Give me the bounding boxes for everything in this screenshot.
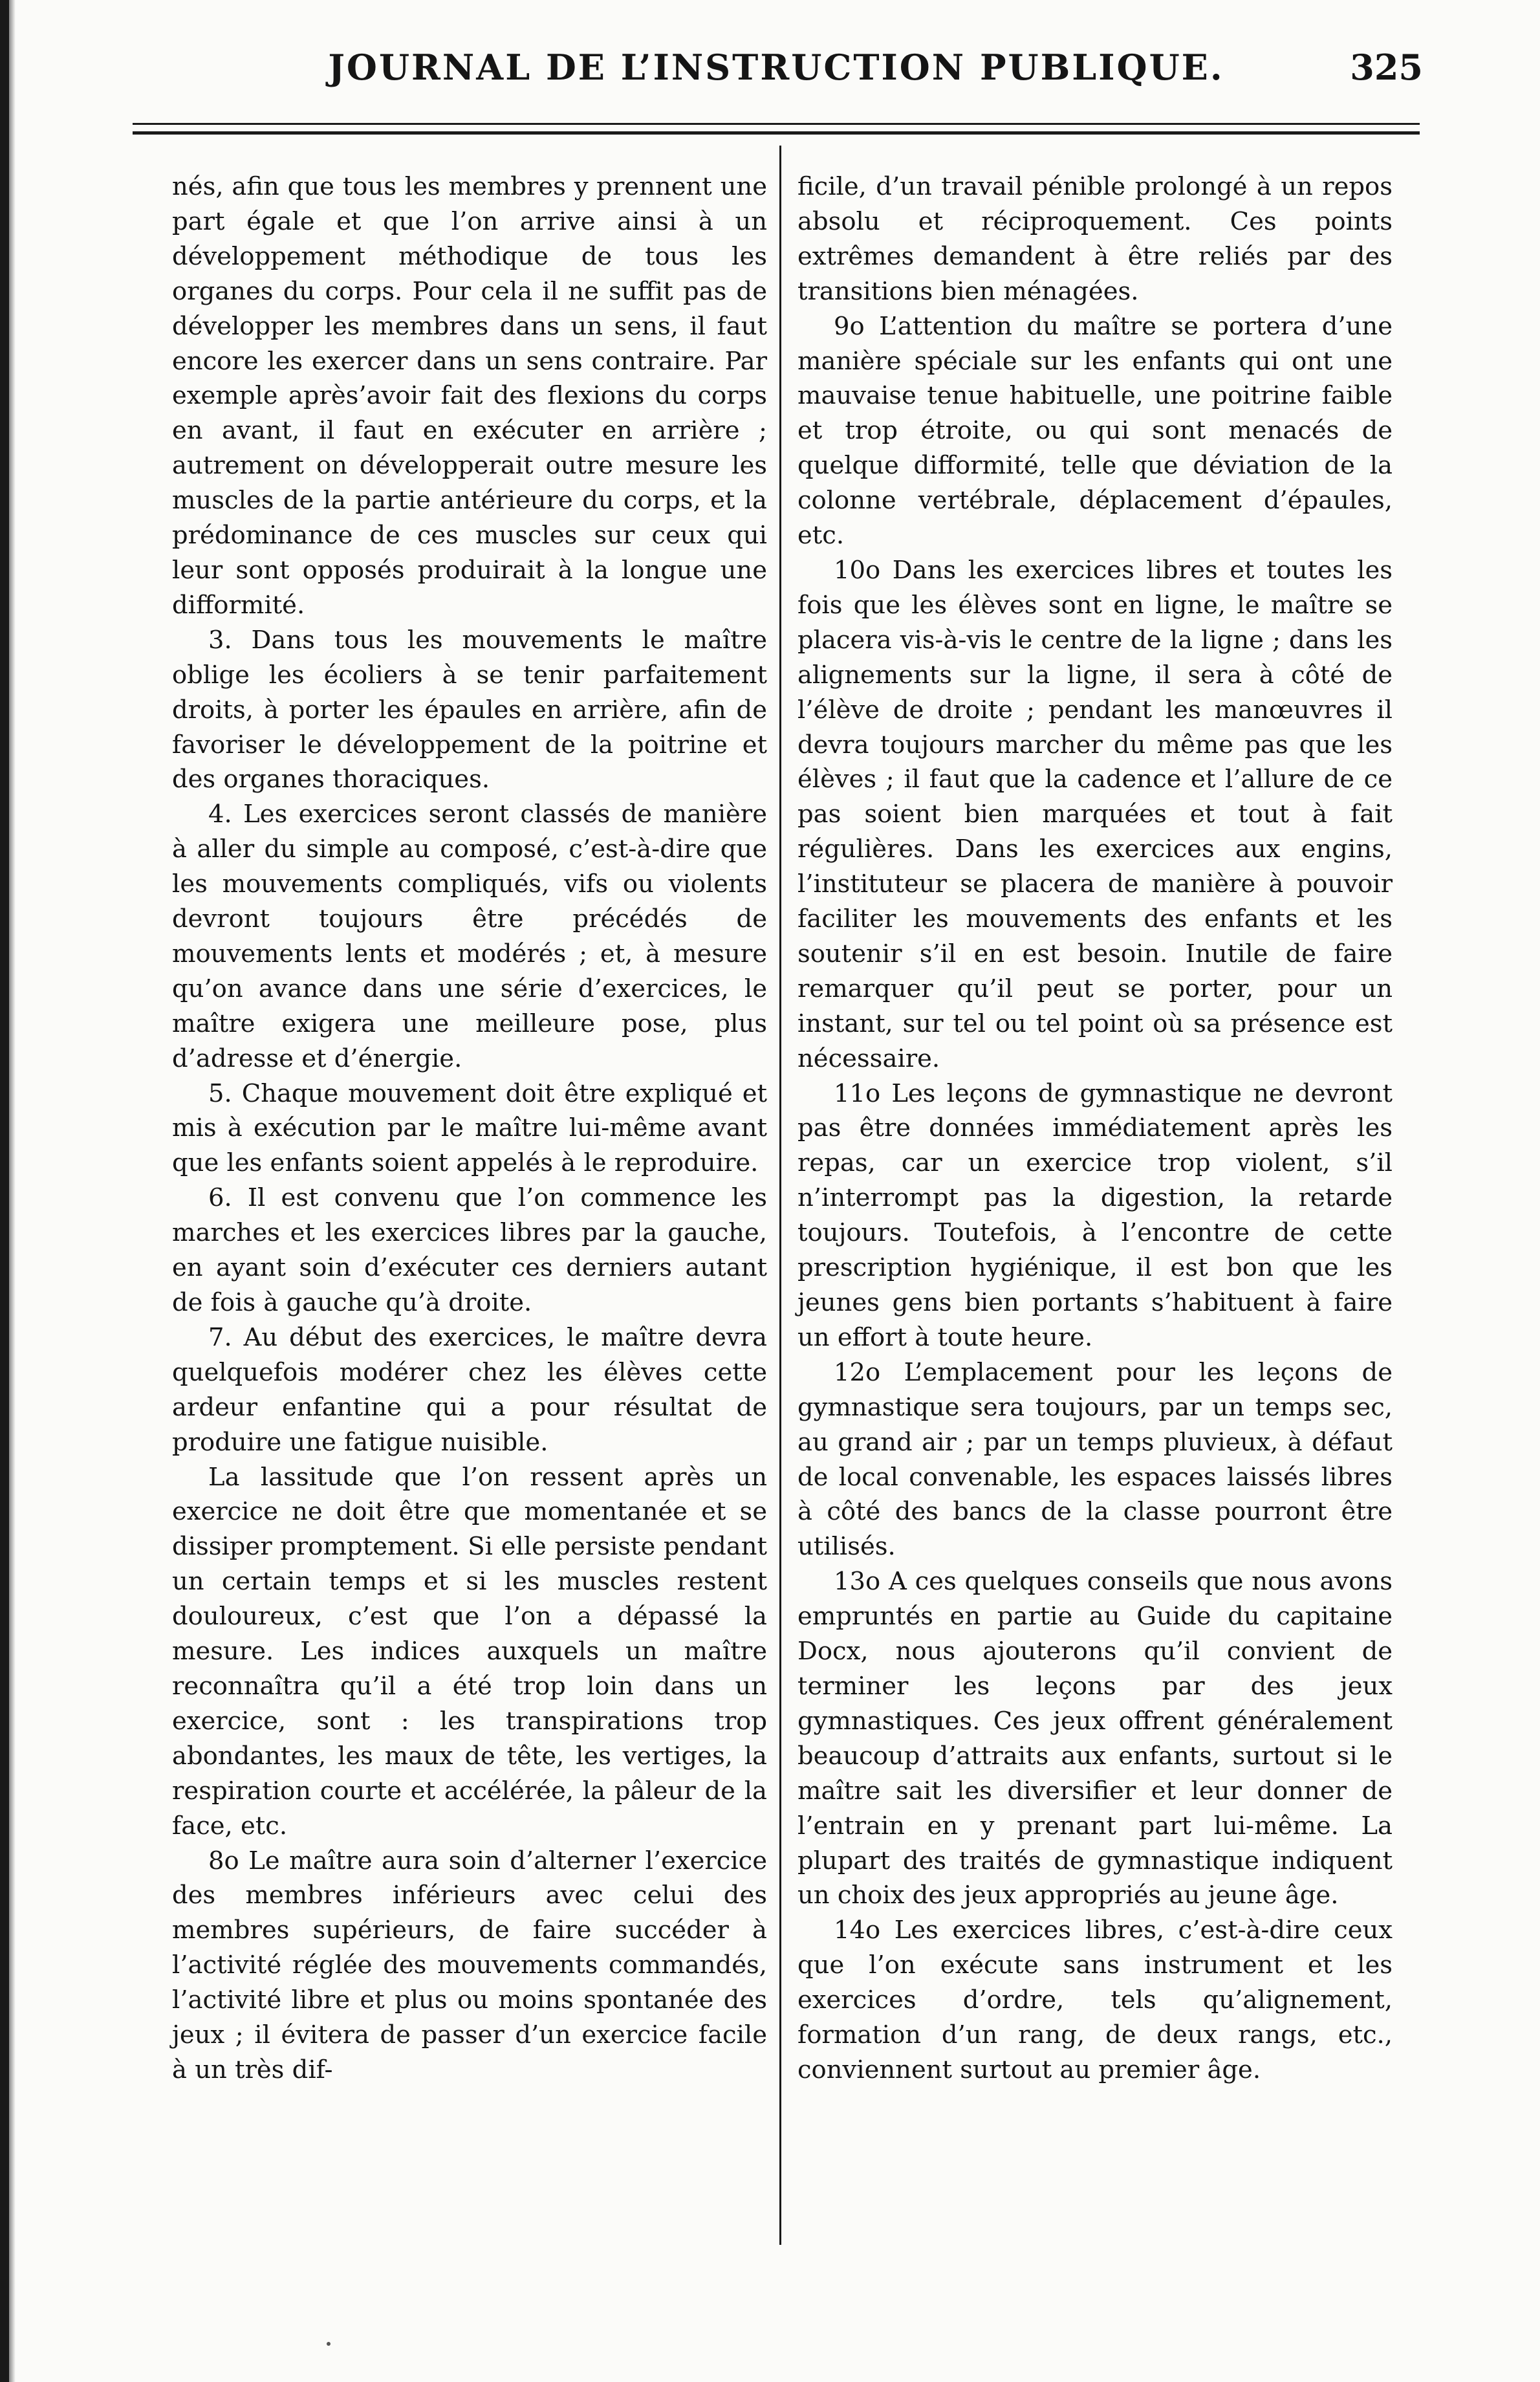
paragraph: 8o Le maître aura soin d’alterner l’exercice des membres inférieurs avec celui des membres supérieurs, de faire succéder à l’activité réglée des mouvements commandés, l’activité libre et plus ou moins spontanée des jeux ; il évitera de passer d’un exercice facile à un très dif- [172, 1846, 767, 2084]
paragraph: 10o Dans les exercices libres et toutes les fois que les élèves sont en ligne, le maître se placera vis-à-vis le centre de la ligne ; dans les alignements sur la ligne, il sera à côté de l’élève de droite ; pendant les manœuvres il devra toujours marcher du même pas que les élèves ; il faut que la cadence et l’allure de ce pas soient bien marquées et tout à fait régulières. Dans les exercices aux engins, l’instituteur se placera de manière à pouvoir faciliter les mouvements des enfants et les soutenir s’il en est besoin. Inutile de faire remarquer qu’il peut se porter, pour un instant, sur tel ou tel point où sa présence est nécessaire. [797, 555, 1393, 1073]
paragraph: 4. Les exercices seront classés de manière à aller du simple au composé, c’est-à-dire que les mouvements compliqués, vifs ou violents devront toujours être précédés de mouvements lents et modérés ; et, à mesure qu’on avance dans une série d’exercices, le maître exigera une meilleure pose, plus d’adresse et d’énergie. [172, 800, 767, 1073]
page-number: 325 [1350, 47, 1423, 88]
running-head: JOURNAL DE L’INSTRUCTION PUBLIQUE. [328, 47, 1224, 88]
paragraph: 14o Les exercices libres, c’est-à-dire ceux que l’on exécute sans instrument et les exercices d’ordre, tels qu’alignement, formation d’un rang, de deux rangs, etc., conviennent surtout au premier âge. [797, 1916, 1393, 2084]
paragraph: 13o A ces quelques conseils que nous avons empruntés en partie au Guide du capitaine Docx, nous ajouterons qu’il convient de terminer les leçons par des jeux gymnastiques. Ces jeux offrent généralement beaucoup d’attraits aux enfants, surtout si le maître sait les diversifier et leur donner de l’entrain en y prenant part lui-même. La plupart des traités de gymnastique indiquent un choix des jeux appropriés au jeune âge. [797, 1567, 1393, 1910]
paragraph: 3. Dans tous les mouvements le maître oblige les écoliers à se tenir parfaitement droits, à porter les épaules en arrière, afin de favoriser le développement de la poitrine et des organes thoraciques. [172, 625, 767, 794]
header-rule-thin [133, 123, 1420, 125]
paragraph: 6. Il est convenu que l’on commence les marches et les exercices libres par la gauche, en ayant soin d’exécuter ces derniers autant de fois à gauche qu’à droite. [172, 1183, 767, 1317]
paragraph: ficile, d’un travail pénible prolongé à un repos absolu et réciproquement. Ces points extrêmes demandent à être reliés par des transitions bien ménagées. [797, 172, 1393, 306]
right-column [797, 169, 1393, 2088]
paragraph: 5. Chaque mouvement doit être expliqué et mis à exécution par le maître lui-même avant que les enfants soient appelés à le reproduire. [172, 1078, 767, 1178]
left-column [172, 169, 767, 2088]
paragraph: 12o L’emplacement pour les leçons de gymnastique sera toujours, par un temps sec, au grand air ; par un temps pluvieux, à défaut de local convenable, les espaces laissés libres à côté des bancs de la classe pourront être utilisés. [797, 1357, 1393, 1562]
print-speck [327, 2342, 331, 2346]
page-header [129, 47, 1423, 98]
paragraph: La lassitude que l’on ressent après un exercice ne doit être que momentanée et se dissiper promptement. Si elle persiste pendant un certain temps et si les muscles restent douloureux, c’est que l’on a dépassé la mesure. Les indices auxquels un maître reconnaîtra qu’il a été trop loin dans un exercice, sont : les transpirations trop abondantes, les maux de tête, les vertiges, la respiration courte et accélérée, la pâleur de la face, etc. [172, 1462, 767, 1841]
paragraph: 7. Au début des exercices, le maître devra quelquefois modérer chez les élèves cette ardeur enfantine qui a pour résultat de produire une fatigue nuisible. [172, 1322, 767, 1457]
paragraph: 11o Les leçons de gymnastique ne devront pas être données immédiatement après les repas, car un exercice trop violent, s’il n’interrompt pas la digestion, la retarde toujours. Toutefois, à l’encontre de cette prescription hygiénique, il est bon que les jeunes gens bien portants s’habituent à faire un effort à toute heure. [797, 1078, 1393, 1352]
paragraph: 9o L’attention du maître se portera d’une manière spéciale sur les enfants qui ont une mauvaise tenue habituelle, une poitrine faible et trop étroite, ou qui sont menacés de quelque difformité, telle que déviation de la colonne vertébrale, déplacement d’épaules, etc. [797, 311, 1393, 551]
header-rule-thick [133, 131, 1420, 135]
page-binding-edge [0, 0, 9, 2382]
paragraph: nés, afin que tous les membres y prennent une part égale et que l’on arrive ainsi à un développement méthodique de tous les organes du corps. Pour cela il ne suffit pas de développer les membres dans un sens, il faut encore les exercer dans un sens contraire. Par exemple après’avoir fait des flexions du corps en avant, il faut en exécuter en arrière ; autrement on développerait outre mesure les muscles de la partie antérieure du corps, et la prédominance de ces muscles sur ceux qui leur sont opposés produirait à la longue une difformité. [172, 172, 767, 620]
page-edge-shadow [9, 0, 16, 2382]
column-divider [779, 146, 781, 2245]
